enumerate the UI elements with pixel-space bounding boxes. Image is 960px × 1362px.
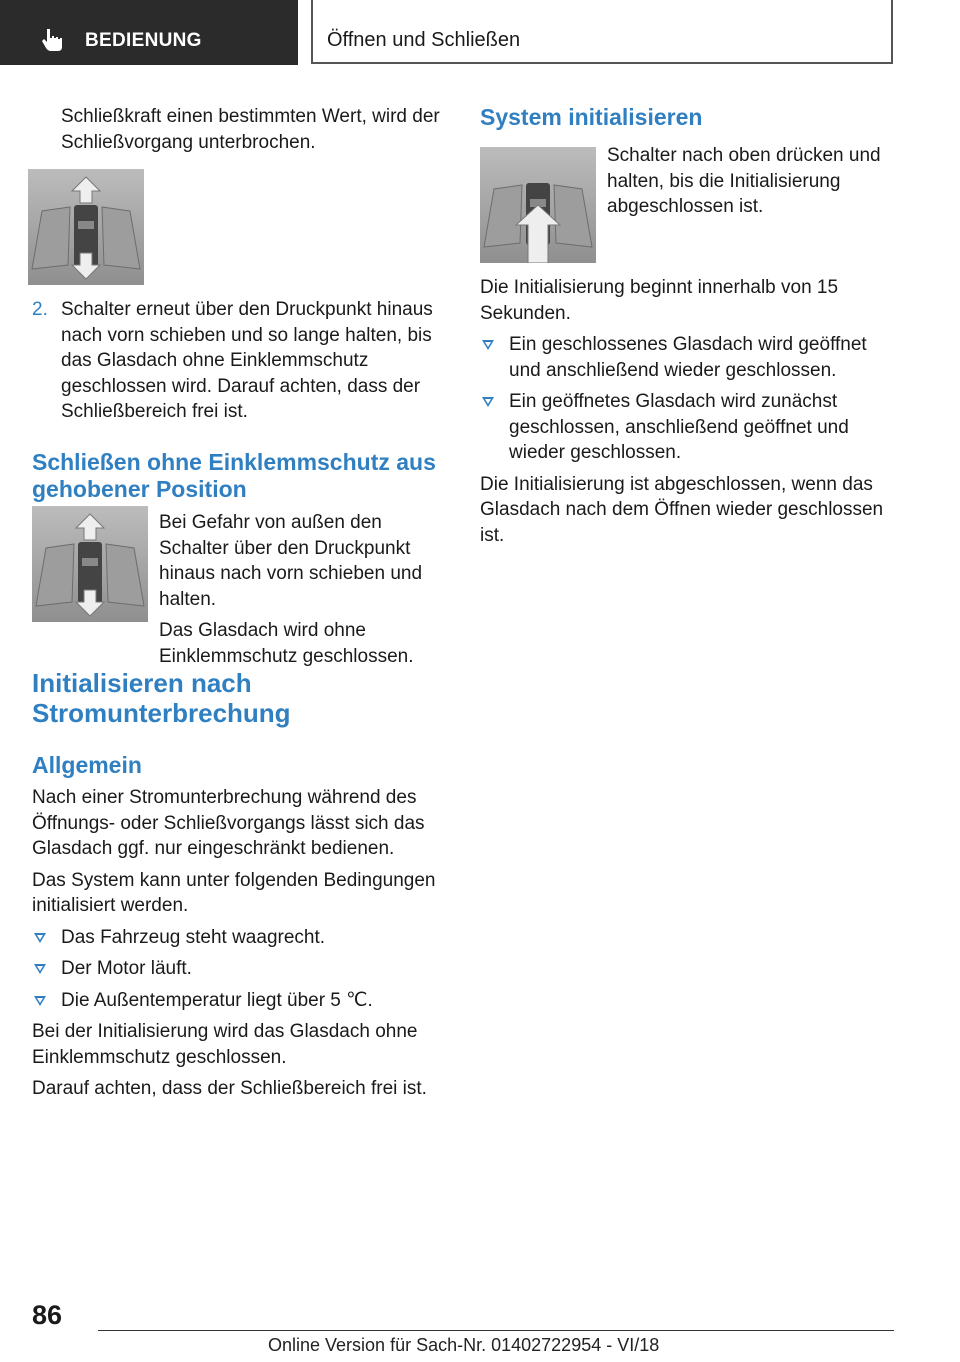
triangle-down-icon — [34, 933, 46, 943]
init-section — [32, 668, 452, 728]
step-2 — [32, 297, 442, 431]
list-item: Der Motor läuft. — [32, 956, 452, 982]
general-paragraph-2: Das System kann unter folgenden Bedingungen initialisiert werden. — [32, 869, 436, 916]
switch-illustration-press-up — [480, 147, 596, 263]
system-init-heading: System initialisieren — [480, 104, 703, 130]
raised-text-block — [159, 510, 449, 675]
system-init-paragraph-1: Schalter nach oben drücken und halten, bis die Initialisierung abgeschlossen ist. — [607, 145, 881, 217]
hand-pointer-icon — [40, 26, 66, 52]
chapter-header — [311, 0, 893, 64]
init-heading: Initialisieren nach Stromunterbrechung — [32, 668, 291, 728]
intro-text: Schließkraft einen bestimmten Wert, wird der Schließvorgang unterbrochen. — [61, 106, 440, 153]
system-init-heading-block — [480, 104, 900, 131]
switch-illustration-up-down — [28, 169, 144, 285]
raised-paragraph-2: Das Glasdach wird ohne Einklemmschutz geschlossen. — [159, 620, 414, 667]
closing-paragraph-2: Darauf achten, dass der Schließbereich frei ist. — [32, 1078, 427, 1099]
closing-paragraph-1: Bei der Initialisierung wird das Glasdach ohne Einklemmschutz geschlossen. — [32, 1021, 418, 1068]
triangle-down-icon — [34, 996, 46, 1006]
triangle-down-icon — [482, 397, 494, 407]
system-init-paragraph-2: Die Initialisierung beginnt innerhalb von 15 Sekunden. — [480, 277, 839, 324]
system-init-paragraph-3: Die Initialisierung ist abgeschlossen, wenn das Glasdach nach dem Öffnen wieder geschlossen ist. — [480, 473, 884, 546]
list-item: Ein geschlossenes Glasdach wird geöffnet und anschließend wieder geschlossen. — [480, 332, 900, 383]
list-item: Das Fahrzeug steht waagrecht. — [32, 925, 452, 951]
general-section — [32, 752, 452, 1108]
triangle-down-icon — [482, 340, 494, 350]
footer-text: Online Version für Sach-Nr. 01402722954 - VI/18 — [268, 1335, 660, 1355]
step-2-text: Schalter erneut über den Druckpunkt hinaus nach vorn schieben und so lange halten, bis das Glasdach ohne Einklemmschutz geschlossen wird. Darauf achten, dass der Schließbereich frei ist. — [61, 299, 433, 422]
triangle-down-icon — [34, 964, 46, 974]
section-label: BEDIENUNG — [85, 30, 202, 51]
raised-position-heading: Schließen ohne Einklemmschutz aus gehobener Position — [32, 449, 436, 502]
general-paragraph-1: Nach einer Stromunterbrechung während des Öffnungs- oder Schließvorgangs lässt sich das Glasdach ggf. nur eingeschränkt bedienen. — [32, 787, 425, 859]
system-init-text — [607, 143, 902, 226]
list-item: Die Außentemperatur liegt über 5 ℃. — [32, 988, 452, 1014]
step-number: 2. — [32, 299, 48, 320]
switch-illustration-raised — [32, 506, 148, 622]
list-item: Ein geöffnetes Glasdach wird zunächst geschlossen, anschließend geöffnet und wieder geschlossen. — [480, 389, 900, 466]
system-init-body — [480, 275, 900, 554]
page-number: 86 — [32, 1300, 63, 1330]
raised-paragraph-1: Bei Gefahr von außen den Schalter über den Druckpunkt hinaus nach vorn schieben und halten. — [159, 512, 423, 610]
intro-block — [61, 104, 451, 161]
general-heading: Allgemein — [32, 752, 142, 778]
footer-divider — [98, 1330, 894, 1331]
section-tab — [0, 0, 298, 65]
raised-heading-block — [32, 449, 452, 503]
chapter-title: Öffnen und Schließen — [327, 29, 521, 51]
